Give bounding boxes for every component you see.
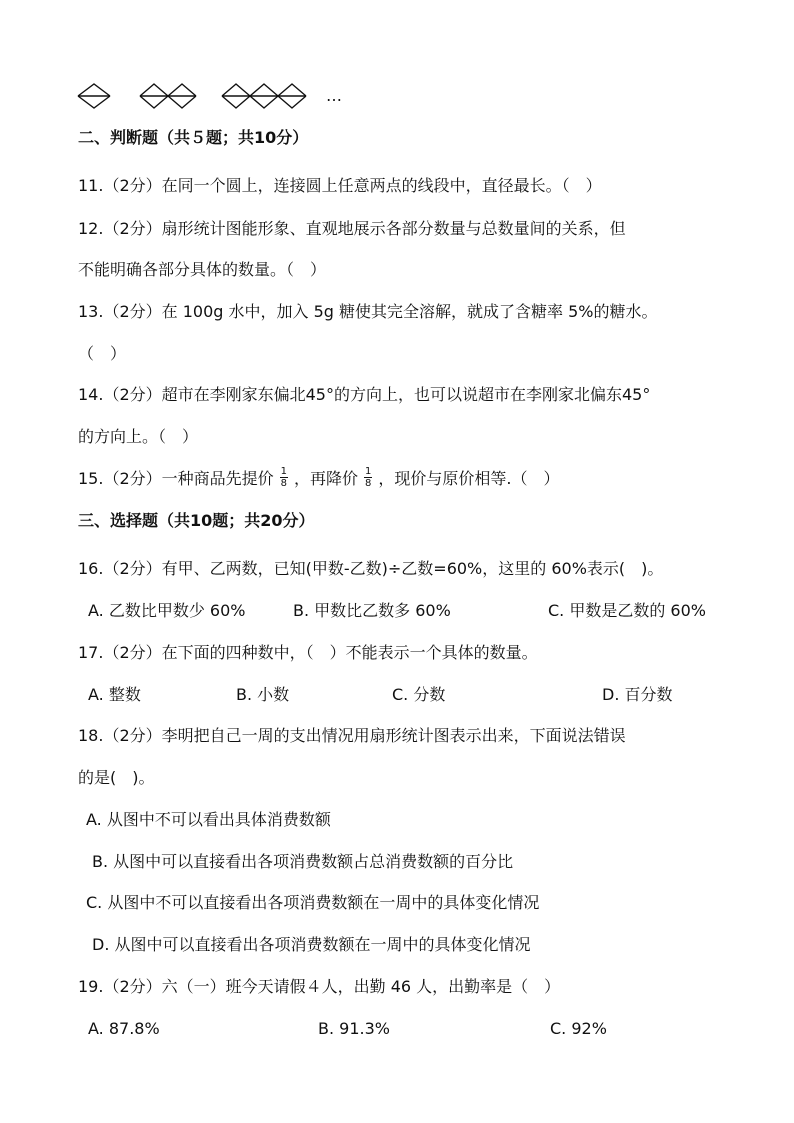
pattern-figure-2	[140, 84, 196, 108]
section-3-title: 三、选择题（共10题；共20分）	[78, 511, 315, 530]
question-18-option-c: C. 从图中不可以直接看出各项消费数额在一周中的具体变化情况	[86, 893, 540, 912]
question-16-option-c: C. 甲数是乙数的 60%	[548, 601, 706, 620]
question-18-option-a: A. 从图中不可以看出具体消费数额	[86, 810, 331, 829]
question-15-part-3: ，现价与原价相等.（ ）	[378, 469, 560, 488]
question-18-option-d: D. 从图中可以直接看出各项消费数额在一周中的具体变化情况	[92, 935, 531, 954]
question-19-option-c: C. 92%	[550, 1019, 607, 1038]
question-17-option-b: B. 小数	[236, 685, 290, 704]
question-15-part-2: ，再降价	[294, 469, 359, 488]
matchstick-pattern	[74, 76, 374, 116]
question-17-option-c: C. 分数	[392, 685, 446, 704]
question-13-line-1: 13.（2分）在 100g 水中，加入 5g 糖使其完全溶解，就成了含糖率 5%的糖水。	[78, 302, 658, 321]
question-18-line-1: 18.（2分）李明把自己一周的支出情况用扇形统计图表示出来，下面说法错误	[78, 726, 626, 745]
question-14-line-2: 的方向上。（ ）	[78, 427, 199, 446]
question-18-option-b: B. 从图中可以直接看出各项消费数额占总消费数额的百分比	[92, 852, 514, 871]
question-12-line-1: 12.（2分）扇形统计图能形象、直观地展示各部分数量与总数量间的关系，但	[78, 219, 626, 238]
question-13-line-2: （ ）	[78, 344, 127, 363]
question-19-option-b: B. 91.3%	[318, 1019, 390, 1038]
question-17-option-a: A. 整数	[88, 685, 141, 704]
question-12-line-2: 不能明确各部分具体的数量。（ ）	[78, 260, 327, 279]
pattern-figure-3	[222, 84, 306, 108]
question-18-line-2: 的是( )。	[78, 768, 155, 787]
question-16: 16.（2分）有甲、乙两数，已知(甲数-乙数)÷乙数=60%，这里的 60%表示( )。	[78, 559, 664, 578]
fraction-one-eighth: $\frac{1}{8}$	[280, 466, 288, 489]
question-17-option-d: D. 百分数	[602, 685, 673, 704]
question-17: 17.（2分）在下面的四种数中，（ ）不能表示一个具体的数量。	[78, 643, 538, 662]
question-16-option-a: A. 乙数比甲数少 60%	[88, 601, 246, 620]
question-15-part-1: 15.（2分）一种商品先提价	[78, 469, 274, 488]
question-16-option-b: B. 甲数比乙数多 60%	[293, 601, 451, 620]
question-14-line-1: 14.（2分）超市在李刚家东偏北45°的方向上，也可以说超市在李刚家北偏东45°	[78, 385, 651, 404]
pattern-figure-1	[78, 84, 110, 108]
question-19-option-a: A. 87.8%	[88, 1019, 160, 1038]
section-2-title: 二、判断题（共５题；共10分）	[78, 128, 309, 147]
fraction-one-eighth-2: $\frac{1}{8}$	[365, 466, 372, 489]
question-15	[78, 468, 754, 491]
question-11: 11.（2分）在同一个圆上，连接圆上任意两点的线段中，直径最长。（ ）	[78, 176, 602, 195]
pattern-ellipsis: …	[326, 86, 342, 105]
question-19: 19.（2分）六（一）班今天请假４人，出勤 46 人，出勤率是（ ）	[78, 977, 561, 996]
